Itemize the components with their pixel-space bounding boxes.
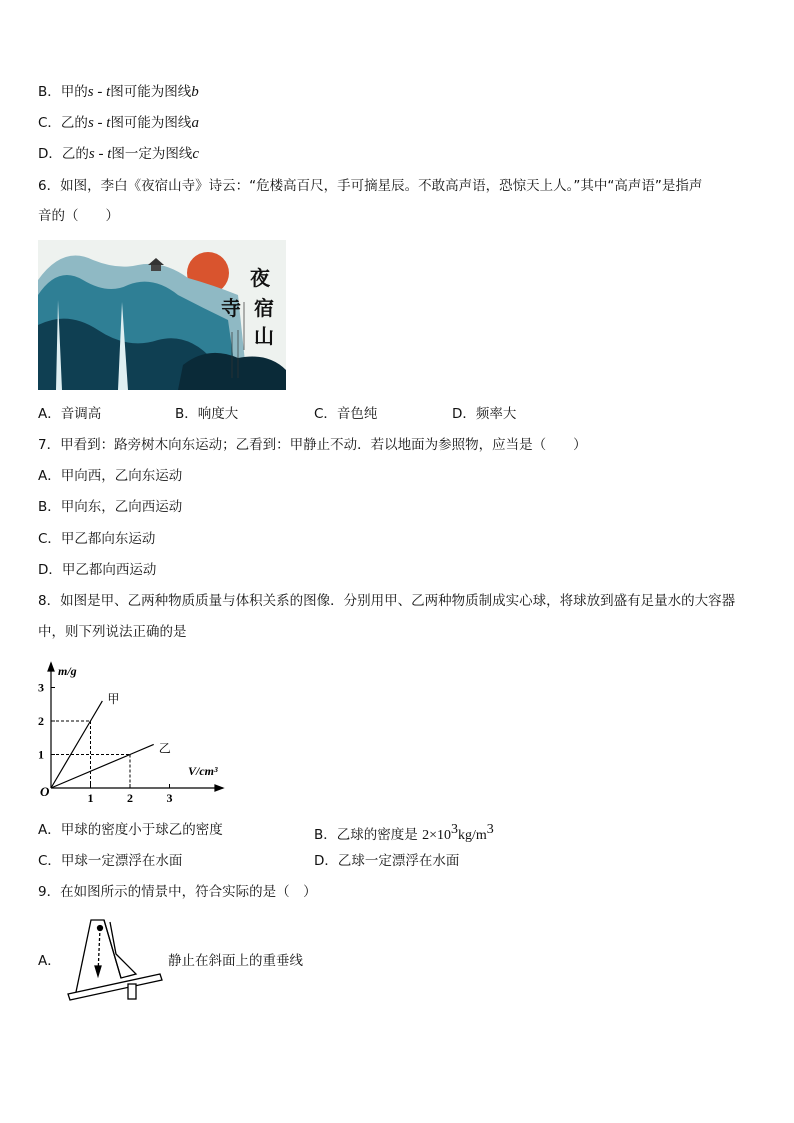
- q6-stem-line2: 音的（ ）: [38, 208, 119, 224]
- series-label: 乙: [158, 741, 171, 756]
- q5-option-c-prefix: C．乙的: [38, 115, 88, 131]
- q5-option-b-letter: b: [191, 84, 199, 100]
- painting-title-char-4: 寺: [221, 296, 241, 320]
- x-tick-label: 3: [166, 791, 173, 805]
- q5-option-c-text: 图可能为图线: [110, 115, 192, 131]
- series-line: [51, 744, 154, 788]
- painting-title-char-2: 宿: [254, 296, 274, 320]
- q8-stem-line2: 中，则下列说法正确的是: [38, 624, 187, 640]
- q5-option-c-letter: a: [191, 115, 199, 131]
- painting-title-char-3: 山: [254, 324, 274, 348]
- q6-stem-line1: 6．如图，李白《夜宿山寺》诗云：“危楼高百尺，手可摘星辰。不敢高声语，恐惊天上人。”其中“高声语”是指声: [38, 178, 703, 194]
- q5-option-c-var: s - t: [87, 115, 111, 131]
- painting-calligraphy-strokes: [38, 240, 286, 390]
- y-axis-label: m/g: [58, 664, 77, 678]
- incline-board: [68, 974, 162, 1000]
- q8-option-b-unit-exponent: 3: [486, 822, 494, 837]
- q6-option-c: C．音色纯: [314, 406, 378, 422]
- plumb-bob: [95, 966, 101, 976]
- q9-option-a-letter: A．: [38, 953, 61, 969]
- q5-option-d-prefix: D．乙的: [38, 146, 89, 162]
- q8-option-b: [314, 821, 494, 845]
- q8-option-b-value: 2×10: [422, 828, 451, 843]
- mass-volume-chart: [28, 655, 268, 805]
- q8-option-b-prefix: B．乙球的密度是: [314, 827, 423, 843]
- q5-option-b-prefix: B．甲的: [38, 84, 88, 100]
- q7-option-a: A．甲向西，乙向东运动: [38, 468, 183, 484]
- x-tick-label: 1: [87, 791, 94, 805]
- q8-option-b-exponent: 3: [450, 822, 458, 837]
- q8-option-b-unit: kg/m: [457, 828, 487, 843]
- y-tick-label: 2: [38, 714, 44, 728]
- q6-painting: [38, 240, 286, 390]
- q5-option-d-text: 图一定为图线: [111, 146, 193, 162]
- plumb-frame-right: [104, 920, 136, 978]
- y-axis-arrow: [48, 663, 54, 671]
- q8-option-a: A．甲球的密度小于球乙的密度: [38, 822, 223, 838]
- origin-label: O: [40, 784, 50, 799]
- q5-option-d-letter: c: [192, 146, 200, 162]
- plumb-line-on-incline-figure: [66, 916, 166, 1001]
- q8-stem-line1: 8．如图是甲、乙两种物质质量与体积关系的图像．分别用甲、乙两种物质制成实心球，将球放到盛有足量水的大容器: [38, 593, 736, 609]
- y-tick-label: 1: [38, 747, 44, 762]
- series-label: 甲: [107, 691, 120, 706]
- q9-option-a-caption: 静止在斜面上的重垂线: [168, 953, 303, 969]
- incline-support: [128, 984, 136, 999]
- q7-option-d: D．甲乙都向西运动: [38, 562, 157, 578]
- q7-option-b: B．甲向东，乙向西运动: [38, 499, 183, 515]
- y-tick-label: 3: [38, 680, 44, 695]
- x-axis-arrow: [215, 785, 223, 791]
- q6-option-b: B．响度大: [175, 406, 239, 422]
- q9-stem: 9．在如图所示的情景中，符合实际的是（ ）: [38, 884, 317, 900]
- pivot-point: [98, 926, 103, 931]
- x-tick-label: 2: [127, 791, 133, 805]
- q5-option-b: [38, 83, 199, 101]
- q5-option-b-text: 图可能为图线: [110, 84, 192, 100]
- q7-option-c: C．甲乙都向东运动: [38, 531, 156, 547]
- q5-option-b-var: s - t: [87, 84, 111, 100]
- q8-option-c: C．甲球一定漂浮在水面: [38, 853, 183, 869]
- q5-option-d: [38, 145, 199, 163]
- series-line: [51, 701, 102, 788]
- q6-option-a: A．音调高: [38, 406, 102, 422]
- q7-stem: 7．甲看到：路旁树木向东运动；乙看到：甲静止不动．若以地面为参照物，应当是（ ）: [38, 437, 587, 453]
- q5-option-d-var: s - t: [88, 146, 112, 162]
- q6-option-d: D．频率大: [452, 406, 517, 422]
- x-axis-label: V/cm³: [188, 764, 218, 778]
- q8-option-d: D．乙球一定漂浮在水面: [314, 853, 460, 869]
- q5-option-c: [38, 114, 199, 132]
- painting-title-char-1: 夜: [250, 266, 270, 290]
